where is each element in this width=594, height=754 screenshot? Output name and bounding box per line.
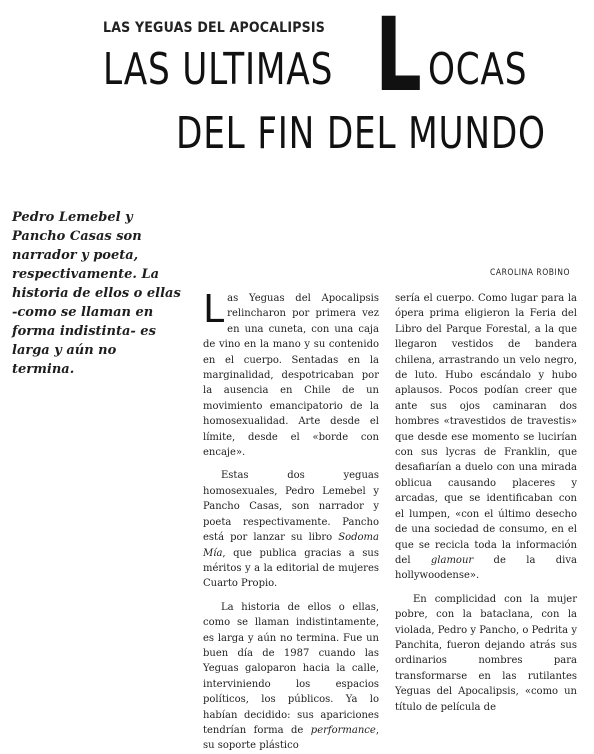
- paragraph-text: sería el cuerpo. Como lugar para la ópera prima eligieron la Feria del Libro del Parque Forestal, a la que llegaron vestidos de bandera chilena, arrastrando un velo negro, de luto. Hubo escándalo y hubo aplausos. Pocos podían creer que ante sus ojos caminaran dos hombres «travestidos de travestis» que desde ese momento se lucirían con sus lycras de Franklin, que desafiarían a duelo con una mirada oblicua causando placeres y arcadas, que se identificaban con el lumpen, «con el último desecho de una sociedad de consumo, en el que se recicla toda la información del: [395, 293, 577, 566]
- drop-cap: L: [203, 287, 225, 331]
- book-title: Sodoma Mía: [203, 532, 379, 559]
- article-column-2: [395, 291, 577, 715]
- paragraph-text: Estas dos yeguas homosexuales, Pedro Lemebel y Pancho Casas, son narrador y poeta respectivamente. Pancho está por lanzar su libro: [203, 470, 379, 544]
- paragraph-text: La historia de ellos o ellas, como se llaman indistintamente, es larga y aún no termina. Fue un buen día de 1987 cuando las Yeguas galoparon hacia la calle, interviniendo los espacios políticos, los públicos. Ya lo habían decidido: sus apariciones tendrían forma de: [203, 601, 379, 736]
- emphasis: performance: [310, 724, 376, 736]
- paragraph: [203, 468, 379, 591]
- article-column-1: [203, 287, 379, 754]
- emphasis: glamour: [430, 554, 474, 566]
- intro-deck: Pedro Lemebel y Pancho Casas son narrador y poeta, respectivamente. La historia de ellos o ellas -como se llaman en forma indistinta- es larga y aún no termina.: [12, 210, 181, 377]
- paragraph-text: as Yeguas del Apocalipsis relincharon por primera vez en una cuneta, con una caja de vino en la mano y su contenido en el cuerpo. Sentadas en la marginalidad, despotricaban por la ausencia en Chile de un movimiento emancipatorio de la homosexualidad. Arte desde el límite, desde el «borde con encaje».: [203, 293, 379, 459]
- paragraph-text: , que publica gracias a sus méritos y a la editorial de mujeres Cuarto Propio.: [203, 547, 379, 590]
- paragraph: En complicidad con la mujer pobre, con la bataclana, con la violada, Pedro y Pancho, o Pedrita y Panchita, fueron dejando atrás sus ordinarios nombres para transformarse en las rutilantes Yeguas del Apocalipsis, «como un título de película de: [395, 593, 577, 713]
- paragraph-text: , su soporte plástico: [203, 724, 379, 752]
- headline-line1-start: LAS ULTIMAS: [103, 44, 334, 95]
- paragraph: [203, 287, 379, 460]
- headline-line2: DEL FIN DEL MUNDO: [176, 108, 546, 159]
- headline-line1-end: OCAS: [428, 44, 528, 95]
- paragraph: [395, 291, 577, 584]
- series-title: LAS YEGUAS DEL APOCALIPSIS: [103, 20, 326, 36]
- headline-big-letter: L: [375, 0, 422, 115]
- paragraph: [203, 600, 379, 754]
- byline: CAROLINA ROBINO: [490, 268, 571, 278]
- paragraph-text: de la diva hollywoodense».: [395, 554, 577, 582]
